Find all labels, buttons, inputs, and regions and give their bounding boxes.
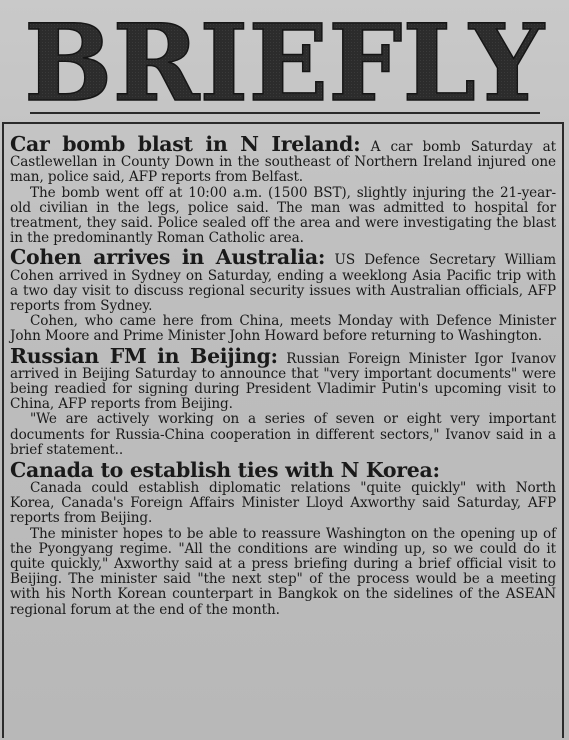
masthead-logo: [0, 0, 569, 110]
headline: Cohen arrives in Australia: [10, 245, 318, 270]
story-paragraph: The bomb went off at 10:00 a.m. (1500 BST), slightly injuring the 21-year-old civilian in the legs, police said. The man was admitted to hospital for treatment, they said. Police sealed off the area and were investigating the blast in the predominantly Roman Catholic area.: [10, 184, 556, 247]
story-cohen: [10, 247, 556, 344]
briefs-column: [10, 134, 556, 618]
headline: Canada to establish ties with N Korea: [10, 458, 433, 483]
masthead-rule: [30, 112, 540, 114]
story-lead: Russian Foreign Minister Igor Ivanov arrived in Beijing Saturday to announce that "very important documents" were being readied for signing during President Vladimir Putin's upcoming visit to China, AFP reports from Beijing.: [10, 350, 556, 413]
headline-colon: :: [432, 458, 440, 483]
story-russian-fm: [10, 343, 556, 458]
story-paragraph: Canada could establish diplomatic relations "quite quickly" with North Korea, Canada's Foreign Affairs Minister Lloyd Axworthy said Saturday, AFP reports from Beijing.: [10, 480, 556, 527]
story-paragraph: Cohen, who came here from China, meets Monday with Defence Minister John Moore and Prime Minister John Howard before returning to Washington.: [10, 313, 556, 345]
story-lead: A car bomb Saturday at Castlewellan in County Down in the southeast of Northern Ireland injured one man, police said, AFP reports from Belfast.: [10, 139, 556, 186]
headline-colon: :: [353, 132, 361, 156]
story-canada: [10, 459, 556, 618]
headline-colon: :: [270, 343, 279, 368]
masthead: [0, 0, 569, 110]
masthead-title: BRIEFLY: [24, 0, 546, 110]
headline: Car bomb blast in N Ireland: [10, 132, 354, 156]
story-lead: US Defence Secretary William Cohen arrived in Sydney on Saturday, ending a weeklong Asia Pacific trip with a two day visit to discuss regional security issues with Australian officials, AFP reports from Sydney.: [10, 252, 556, 315]
story-car-bomb: [10, 134, 556, 246]
story-paragraph: The minister hopes to be able to reassure Washington on the opening up of the Pyongyang regime. "All the conditions are winding up, so we could do it quite quickly," Axworthy said at a press briefing during a brief official visit to Beijing. The minister said "the next step" of the process would be a meeting with his North Korean counterpart in Bangkok on the sidelines of the ASEAN regional forum at the end of the month.: [10, 525, 556, 618]
headline: Russian FM in Beijing: [10, 343, 271, 368]
story-paragraph: "We are actively working on a series of seven or eight very important documents for Russia-China cooperation in different sectors," Ivanov said in a brief statement..: [10, 411, 556, 458]
headline-colon: :: [317, 245, 326, 270]
